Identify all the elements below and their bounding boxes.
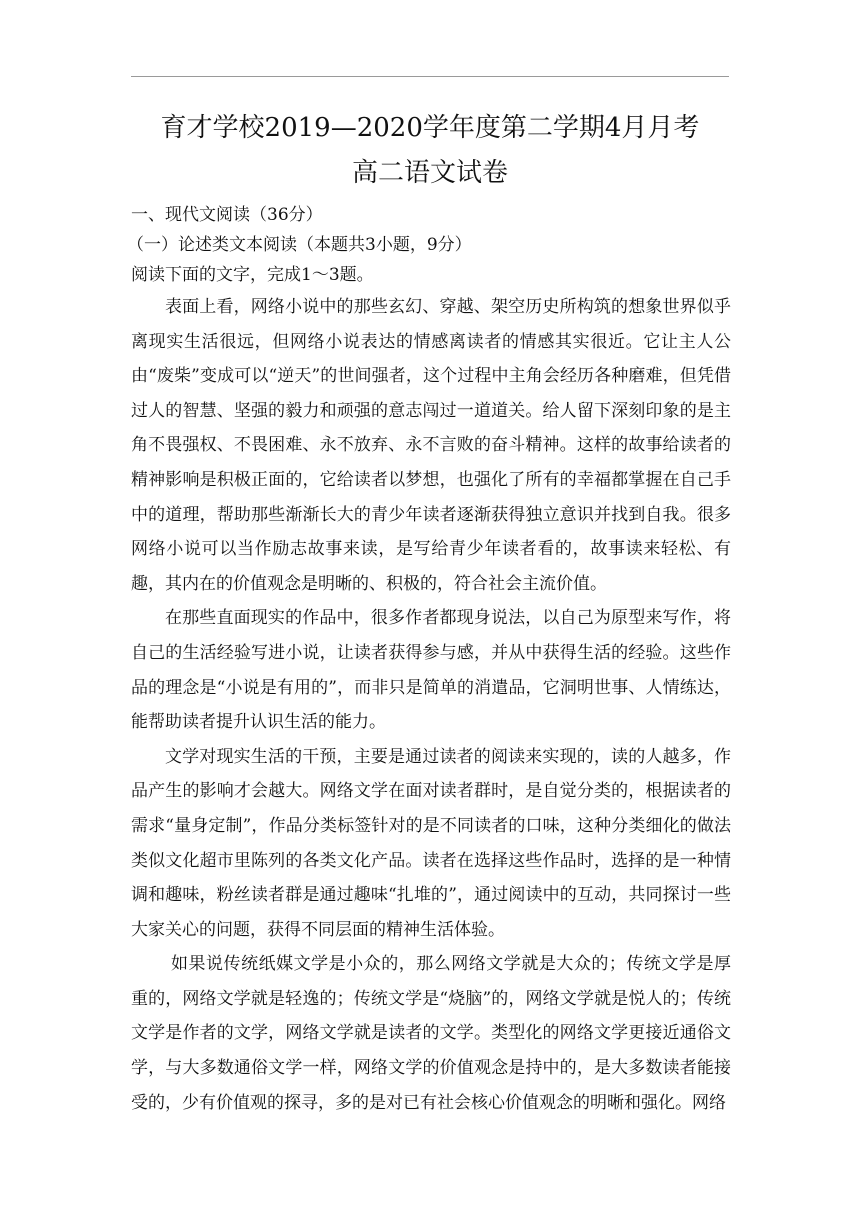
passage-paragraph-1: 表面上看，网络小说中的那些玄幻、穿越、架空历史所构筑的想象世界似乎离现实生活很远，但网络小说表达的情感离读者的情感其实很近。它让主人公由“废柴”变成可以“逆天”的世间强者，这个过程中主角会经历各种磨难，但凭借过人的智慧、坚强的毅力和顽强的意志闯过一道道关。给人留下深刻印象的是主角不畏强权、不畏困难、永不放弃、永不言败的奋斗精神。这样的故事给读者的精神影响是积极正面的，它给读者以梦想，也强化了所有的幸福都掌握在自己手中的道理，帮助那些渐渐长大的青少年读者逐渐获得独立意识并找到自我。很多网络小说可以当作励志故事来读，是写给青少年读者看的，故事读来轻松、有趣，其内在的价值观念是明晰的、积极的，符合社会主流价值。 (131, 297, 731, 594)
exam-title: 育才学校2019—2020学年度第二学期4月月考 (160, 113, 700, 143)
header-rule (131, 76, 729, 77)
exam-subtitle: 高二语文试卷 (351, 158, 508, 188)
subsection-heading: （一）论述类文本阅读（本题共3小题，9分） (127, 235, 472, 255)
section-heading: 一、现代文阅读（36分） (131, 205, 323, 225)
reading-instruction: 阅读下面的文字，完成1～3题。 (131, 265, 374, 285)
passage-paragraph-3: 文学对现实生活的干预，主要是通过读者的阅读来实现的，读的人越多，作品产生的影响才会越大。网络文学在面对读者群时，是自觉分类的，根据读者的需求“量身定制”，作品分类标签针对的是不同读者的口味，这种分类细化的做法类似文化超市里陈列的各类文化产品。读者在选择这些作品时，选择的是一种情调和趣味，粉丝读者群是通过趣味“扎堆的”，通过阅读中的互动，共同探讨一些大家关心的问题，获得不同层面的精神生活体验。 (131, 746, 731, 940)
exam-body (127, 200, 731, 1120)
passage-paragraph-4: 如果说传统纸媒文学是小众的，那么网络文学就是大众的；传统文学是厚重的，网络文学就是轻逸的；传统文学是“烧脑”的，网络文学就是悦人的；传统文学是作者的文学，网络文学就是读者的文学。类型化的网络文学更接近通俗文学，与大多数通俗文学一样，网络文学的价值观念是持中的，是大多数读者能接受的，少有价值观的探寻，多的是对已有社会核心价值观念的明晰和强化。网络 (131, 954, 731, 1113)
passage-paragraph-2: 在那些直面现实的作品中，很多作者都现身说法，以自己为原型来写作，将自己的生活经验写进小说，让读者获得参与感，并从中获得生活的经验。这些作品的理念是“小说是有用的”，而非只是简单的消遣品，它洞明世事、人情练达，能帮助读者提升认识生活的能力。 (131, 608, 731, 733)
